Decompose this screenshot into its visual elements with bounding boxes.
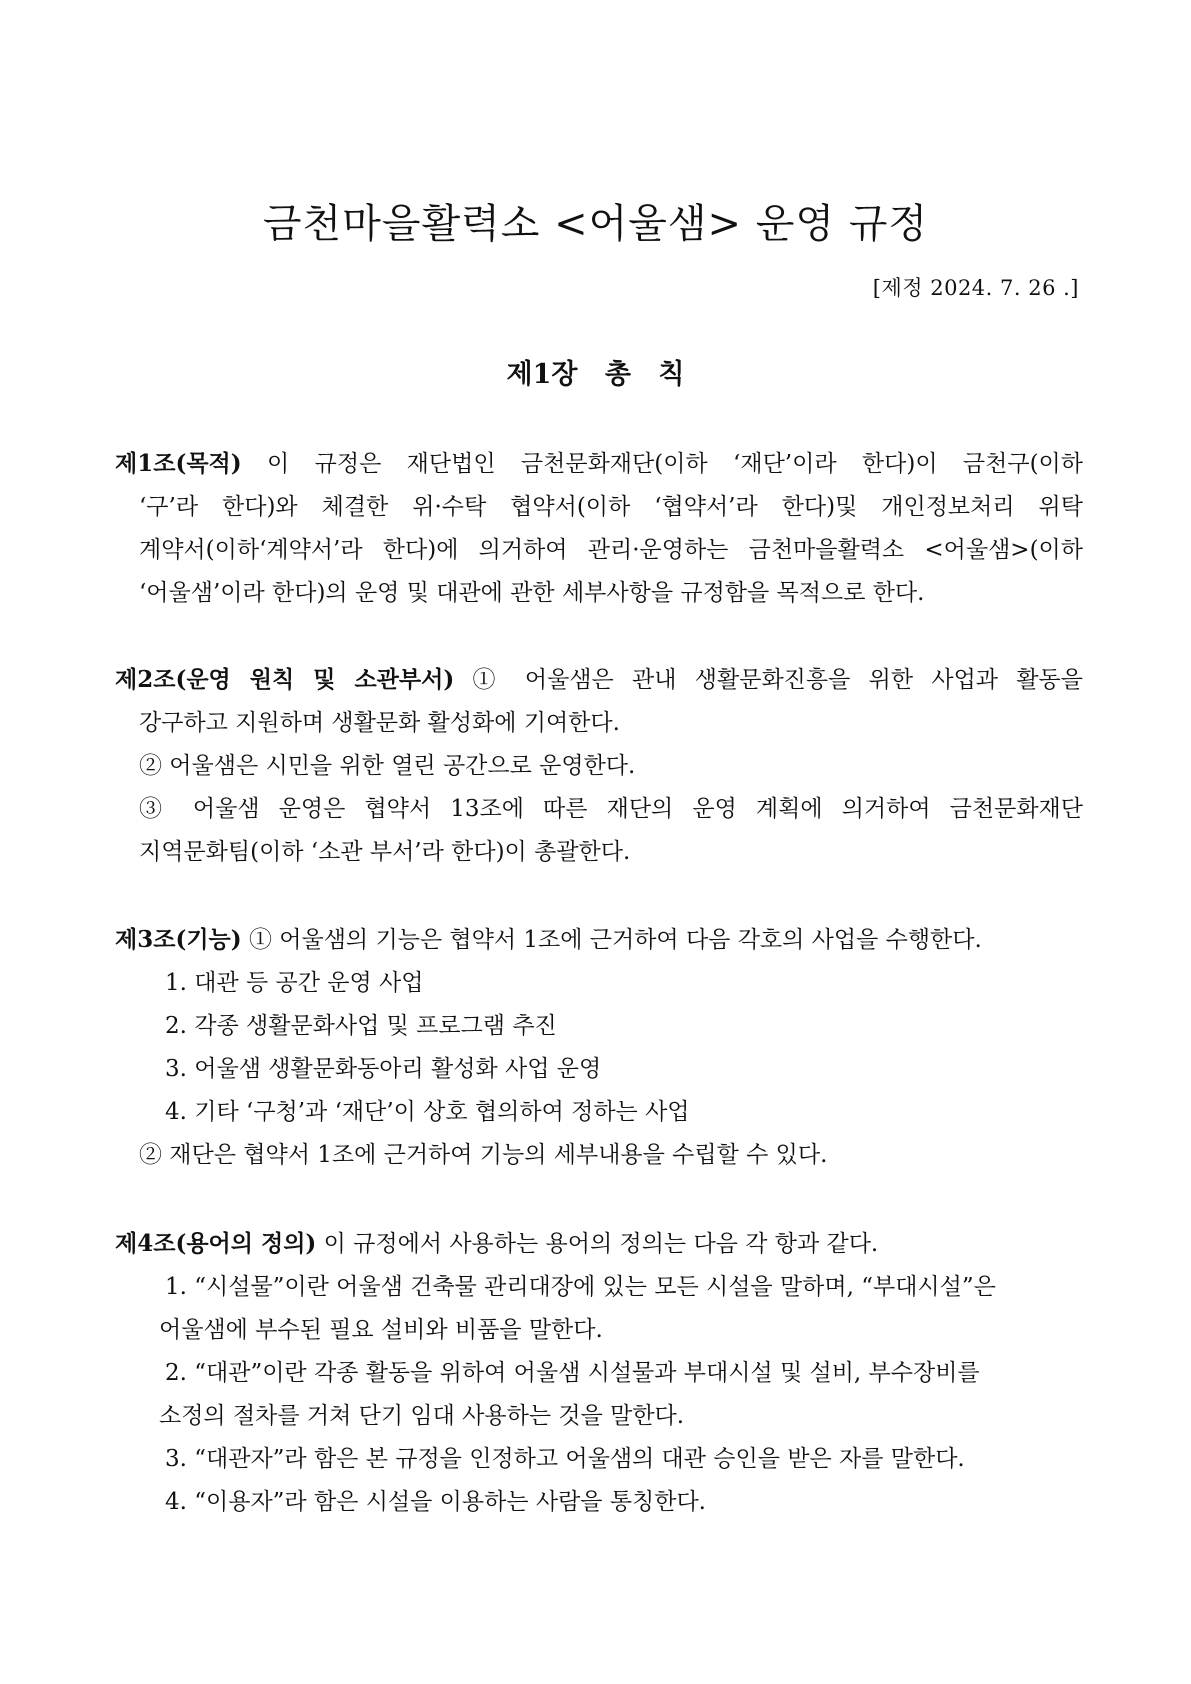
article-4-line-1 bbox=[115, 1222, 1083, 1266]
article-4 bbox=[115, 1222, 1083, 1524]
article-4-item-2: 2. “대관”이란 각종 활동을 위하여 어울샘 시설물과 부대시설 및 설비, 부수장비를 bbox=[165, 1360, 980, 1386]
article-1-line-4: ‘어울샘’이라 한다)의 운영 및 대관에 관한 세부사항을 규정함을 목적으로 한다. bbox=[139, 580, 925, 606]
article-4-heading: 제4조(용어의 정의) bbox=[115, 1230, 317, 1257]
article-2-heading: 제2조(운영 원칙 및 소관부서) bbox=[115, 666, 455, 693]
article-2-paragraph-3: ③ 어울샘 운영은 협약서 13조에 따른 재단의 운영 계획에 의거하여 금천문화재단 bbox=[139, 796, 1083, 822]
article-1-line-2: ‘구’라 한다)와 체결한 위·수탁 협약서(이하 ‘협약서’라 한다)및 개인정보처리 위탁 bbox=[139, 494, 1083, 520]
article-1-text-1: 이 규정은 재단법인 금천문화재단(이하 ‘재단’이라 한다)이 금천구(이하 bbox=[267, 451, 1083, 477]
enactment-date: [제정 2024. 7. 26 .] bbox=[872, 276, 1079, 300]
article-1-line-3: 계약서(이하‘계약서’라 한다)에 의거하여 관리·운영하는 금천마을활력소 <어울샘>(이하 bbox=[139, 537, 1083, 563]
article-2-line-1 bbox=[115, 658, 1083, 702]
article-2-line-2: 강구하고 지원하며 생활문화 활성화에 기여한다. bbox=[139, 710, 620, 736]
article-3-line-1 bbox=[115, 918, 1083, 962]
article-4-item-4: 4. “이용자”라 함은 시설을 이용하는 사람을 통칭한다. bbox=[165, 1489, 706, 1515]
article-1 bbox=[115, 442, 1083, 615]
article-2-line-5: 지역문화팀(이하 ‘소관 부서’라 한다)이 총괄한다. bbox=[139, 839, 631, 865]
article-4-item-3: 3. “대관자”라 함은 본 규정을 인정하고 어울샘의 대관 승인을 받은 자를 말한다. bbox=[165, 1446, 965, 1472]
article-2-text-1: ① 어울샘은 관내 생활문화진흥을 위한 사업과 활동을 bbox=[472, 667, 1083, 693]
article-4-item-2-cont: 소정의 절차를 거쳐 단기 임대 사용하는 것을 말한다. bbox=[159, 1403, 685, 1429]
article-3-item-3: 3. 어울샘 생활문화동아리 활성화 사업 운영 bbox=[165, 1056, 602, 1082]
document-title: 금천마을활력소 <어울샘> 운영 규정 bbox=[262, 201, 929, 247]
chapter-heading: 제1장 총 칙 bbox=[506, 359, 685, 390]
article-4-item-1-cont: 어울샘에 부수된 필요 설비와 비품을 말한다. bbox=[159, 1317, 603, 1343]
article-3-heading: 제3조(기능) bbox=[115, 926, 242, 953]
article-2-paragraph-2: ② 어울샘은 시민을 위한 열린 공간으로 운영한다. bbox=[139, 753, 636, 779]
article-3-item-1: 1. 대관 등 공간 운영 사업 bbox=[165, 970, 424, 996]
article-4-item-1: 1. “시설물”이란 어울샘 건축물 관리대장에 있는 모든 시설을 말하며, “부대시설”은 bbox=[165, 1274, 996, 1300]
article-3-paragraph-2: ② 재단은 협약서 1조에 근거하여 기능의 세부내용을 수립할 수 있다. bbox=[139, 1142, 828, 1168]
article-1-line-1 bbox=[115, 442, 1083, 486]
article-2 bbox=[115, 658, 1083, 874]
article-3-item-2: 2. 각종 생활문화사업 및 프로그램 추진 bbox=[165, 1013, 557, 1039]
article-3-item-4: 4. 기타 ‘구청’과 ‘재단’이 상호 협의하여 정하는 사업 bbox=[165, 1099, 690, 1125]
article-1-heading: 제1조(목적) bbox=[115, 450, 242, 477]
article-3-text-1: ① 어울샘의 기능은 협약서 1조에 근거하여 다음 각호의 사업을 수행한다. bbox=[248, 927, 982, 953]
article-4-text-1: 이 규정에서 사용하는 용어의 정의는 다음 각 항과 같다. bbox=[323, 1231, 879, 1257]
article-3 bbox=[115, 918, 1083, 1177]
